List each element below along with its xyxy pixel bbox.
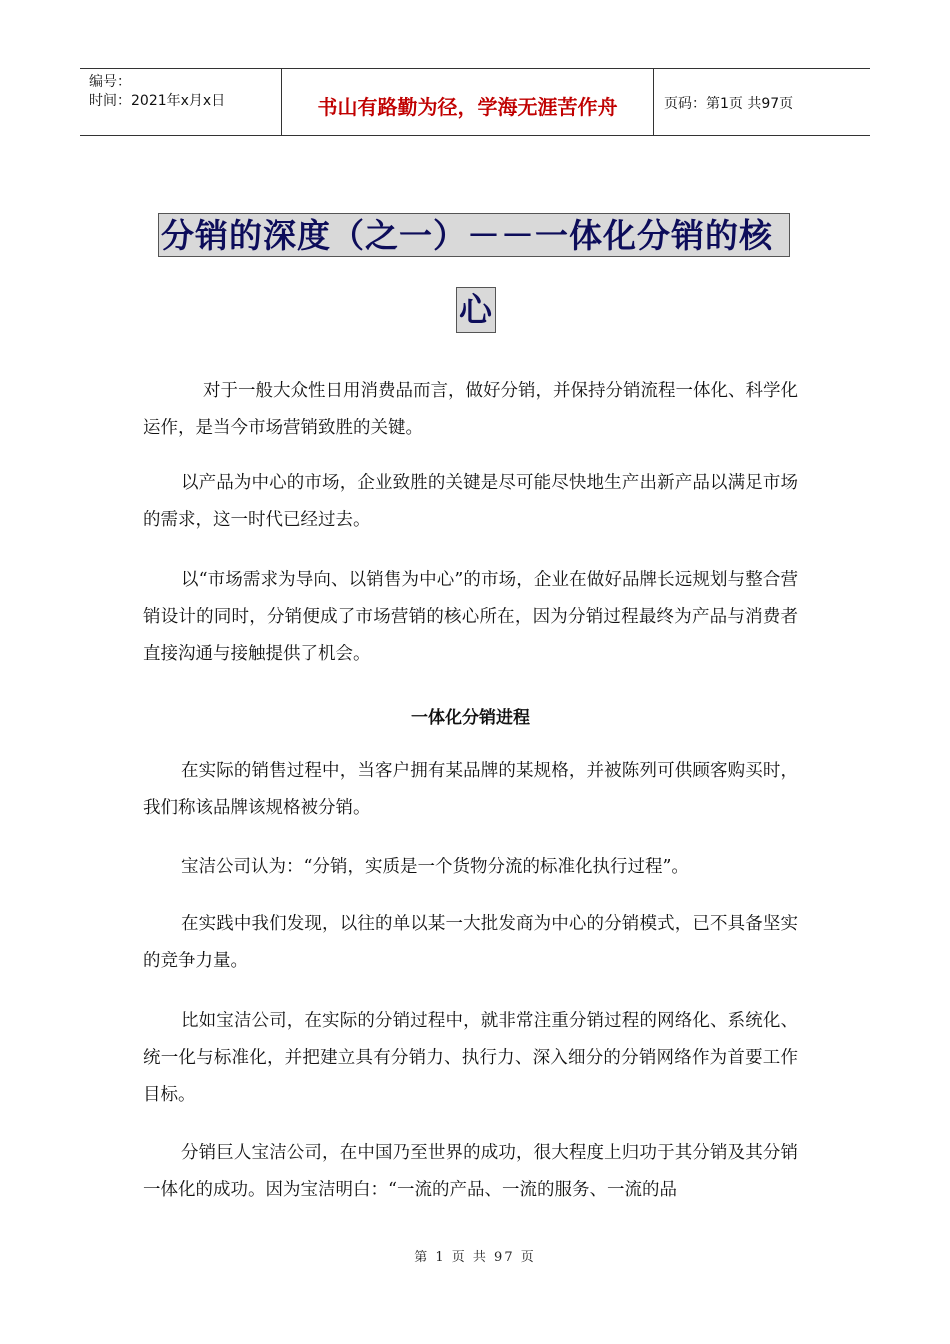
paragraph-3: 以“市场需求为导向、以销售为中心”的市场，企业在做好品牌长远规划与整合营销设计的同时，分销便成了市场营销的核心所在，因为分销过程最终为产品与消费者直接沟通与接触提供了机会。 [143, 570, 798, 664]
header-meta-cell [80, 69, 282, 135]
document-date: 时间：2021年x月x日 [89, 93, 226, 109]
paragraph-4: 在实际的销售过程中，当客户拥有某品牌的某规格，并被陈列可供顾客购买时，我们称该品牌该规格被分销。 [143, 761, 798, 818]
document-title-line-2: 心 [456, 287, 496, 333]
paragraph-2: 以产品为中心的市场，企业致胜的关键是尽可能尽快地生产出新产品以满足市场的需求，这一时代已经过去。 [143, 473, 798, 530]
paragraph-7: 比如宝洁公司，在实际的分销过程中，就非常注重分销过程的网络化、系统化、统一化与标准化，并把建立具有分销力、执行力、深入细分的分销网络作为首要工作目标。 [143, 1011, 798, 1105]
paragraph-8: 分销巨人宝洁公司，在中国乃至世界的成功，很大程度上归功于其分销及其分销一体化的成功。因为宝洁明白：“一流的产品、一流的服务、一流的品 [143, 1143, 798, 1200]
page-footer: 第 1 页 共 97 页 [414, 1250, 536, 1265]
header-page-info: 页码：第1页 共97页 [664, 96, 794, 112]
document-header [80, 68, 870, 136]
document-number-label: 编号： [89, 74, 131, 90]
paragraph-1: 对于一般大众性日用消费品而言，做好分销，并保持分销流程一体化、科学化运作，是当今市场营销致胜的关键。 [143, 381, 798, 438]
paragraph-5: 宝洁公司认为：“分销，实质是一个货物分流的标准化执行过程”。 [181, 857, 689, 877]
header-motto: 书山有路勤为径，学海无涯苦作舟 [282, 69, 654, 135]
paragraph-6: 在实践中我们发现，以往的单以某一大批发商为中心的分销模式，已不具备坚实的竞争力量。 [143, 914, 798, 971]
section-heading: 一体化分销进程 [411, 708, 530, 728]
document-title-line-1: 分销的深度（之一）－－一体化分销的核 [158, 213, 790, 257]
